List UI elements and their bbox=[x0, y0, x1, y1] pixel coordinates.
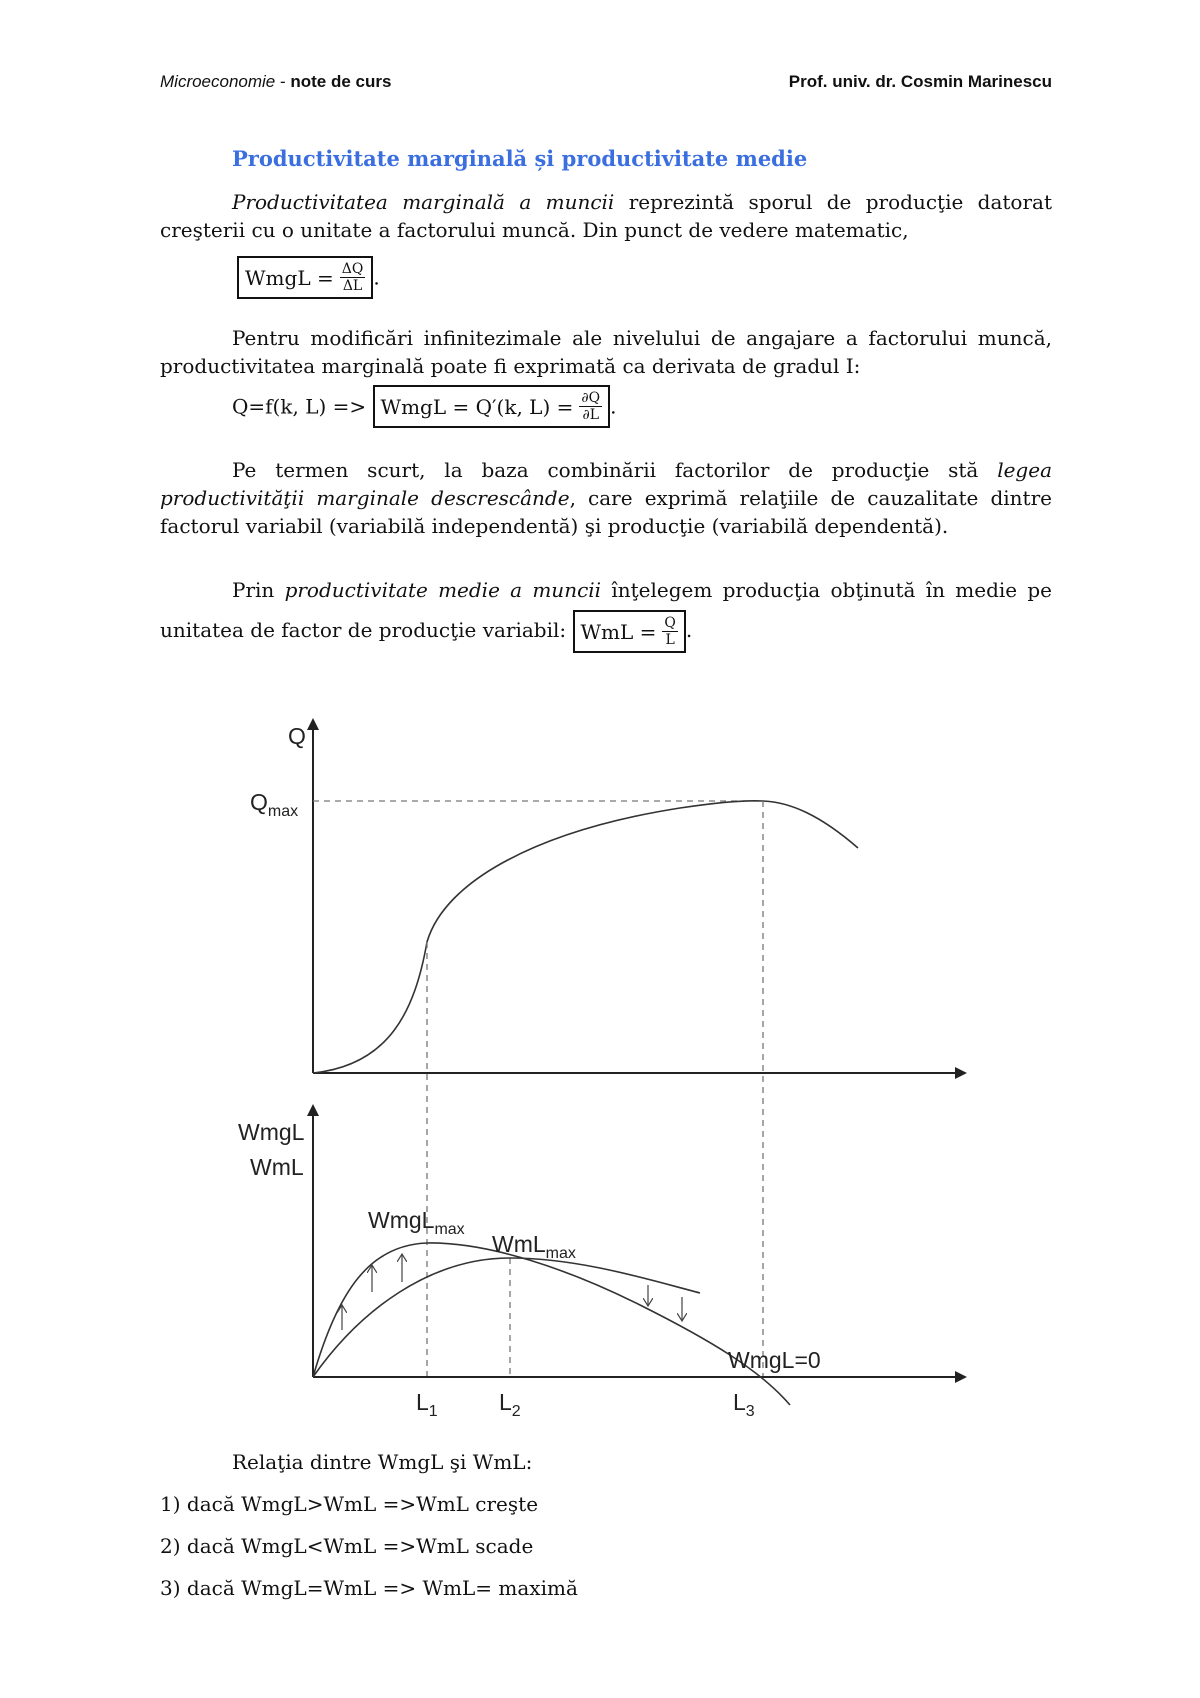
formula-lhs: WmgL = Q′(k, L) = bbox=[380, 394, 574, 419]
fraction-denominator: ΔL bbox=[342, 278, 363, 294]
paragraph-text: reprezintă sporul de producţie datorat creşterii cu o unitate a factorului muncă. Din punct de vedere matematic, bbox=[160, 190, 1052, 242]
marginal-productivity-curve bbox=[313, 1243, 790, 1405]
formula-period: . bbox=[685, 618, 693, 642]
term-average-productivity: productivitate medie a muncii bbox=[284, 578, 602, 602]
wml-axis-label: WmL bbox=[250, 1154, 304, 1180]
formula-box bbox=[373, 385, 611, 428]
formula-box bbox=[237, 256, 373, 299]
total-product-axis-label: Q bbox=[288, 723, 306, 749]
header-course-name: Microeconomie bbox=[160, 72, 276, 91]
productivity-diagram bbox=[220, 680, 980, 1440]
formula-period: . bbox=[373, 265, 380, 290]
header-separator: - bbox=[275, 72, 291, 91]
formula-fraction bbox=[579, 390, 602, 423]
fraction-numerator: ΔQ bbox=[341, 261, 364, 277]
fraction-denominator: ∂L bbox=[582, 407, 599, 423]
average-productivity-curve bbox=[313, 1258, 700, 1377]
paragraph-text: , care exprimă relaţiile de cauzalitate dintre factorul variabil (variabilă independentă) şi producţie (variabilă dependentă). bbox=[160, 486, 1052, 538]
fraction-numerator: Q bbox=[664, 615, 676, 631]
section-title: Productivitate marginală și productivitate medie bbox=[232, 146, 808, 171]
formula-derivative bbox=[232, 385, 616, 428]
formula-wml bbox=[573, 610, 686, 653]
relations-title: Relaţia dintre WmgL şi WmL: bbox=[232, 1450, 533, 1474]
page-header-author: Prof. univ. dr. Cosmin Marinescu bbox=[788, 72, 1052, 91]
formula-period: . bbox=[610, 394, 617, 419]
formula-prefix: Q=f(k, L) => bbox=[232, 394, 373, 419]
relation-item-2: 2) dacă WmgL<WmL =>WmL scade bbox=[160, 1534, 534, 1558]
relation-item-1: 1) dacă WmgL>WmL =>WmL creşte bbox=[160, 1492, 539, 1516]
header-course-note: note de curs bbox=[290, 72, 392, 91]
fraction-denominator: L bbox=[665, 632, 675, 648]
paragraph-text: Pentru modificări infinitezimale ale nivelului de angajare a factorului muncă, productivitatea marginală poate fi exprimată ca derivata de gradul I: bbox=[160, 326, 1052, 378]
page-header-left bbox=[160, 72, 391, 92]
paragraph-text: înţelegem producţia obţinută în medie pe unitatea de factor de producţie variabil: bbox=[160, 578, 1053, 642]
l3-label: $L_3$ bbox=[733, 1389, 755, 1420]
term-marginal-productivity: Productivitatea marginală a muncii bbox=[232, 190, 615, 214]
qmax-label: $Q_{max}$ bbox=[250, 789, 299, 820]
fraction-numerator: ∂Q bbox=[581, 390, 601, 406]
formula-fraction bbox=[340, 261, 366, 294]
paragraph-infinitesimal bbox=[160, 324, 1052, 380]
term-law-diminishing: legea productivităţii marginale descrescânde bbox=[160, 458, 1052, 510]
formula-fraction bbox=[662, 615, 677, 648]
formula-lhs: WmL = bbox=[580, 619, 657, 644]
l1-label: $L_1$ bbox=[416, 1389, 438, 1420]
paragraph-average-productivity bbox=[160, 570, 1052, 653]
paragraph-marginal-definition bbox=[160, 188, 1052, 244]
wmgl-max-label: WmgL$_{max}$ bbox=[368, 1207, 465, 1238]
formula-wmgl bbox=[237, 256, 380, 299]
relation-item-3: 3) dacă WmgL=WmL => WmL= maximă bbox=[160, 1576, 578, 1600]
wmgl-zero-label: WmgL=0 bbox=[728, 1347, 821, 1373]
formula-lhs: WmgL = bbox=[245, 265, 334, 290]
paragraph-short-term bbox=[160, 456, 1052, 540]
wml-max-label: WmL$_{max}$ bbox=[492, 1231, 576, 1262]
total-product-curve bbox=[313, 801, 858, 1073]
wmgl-axis-label: WmgL bbox=[238, 1119, 305, 1145]
paragraph-text: Prin bbox=[232, 578, 285, 602]
l2-label: $L_2$ bbox=[499, 1389, 521, 1420]
paragraph-text: Pe termen scurt, la baza combinării factorilor de producţie stă bbox=[232, 458, 998, 482]
